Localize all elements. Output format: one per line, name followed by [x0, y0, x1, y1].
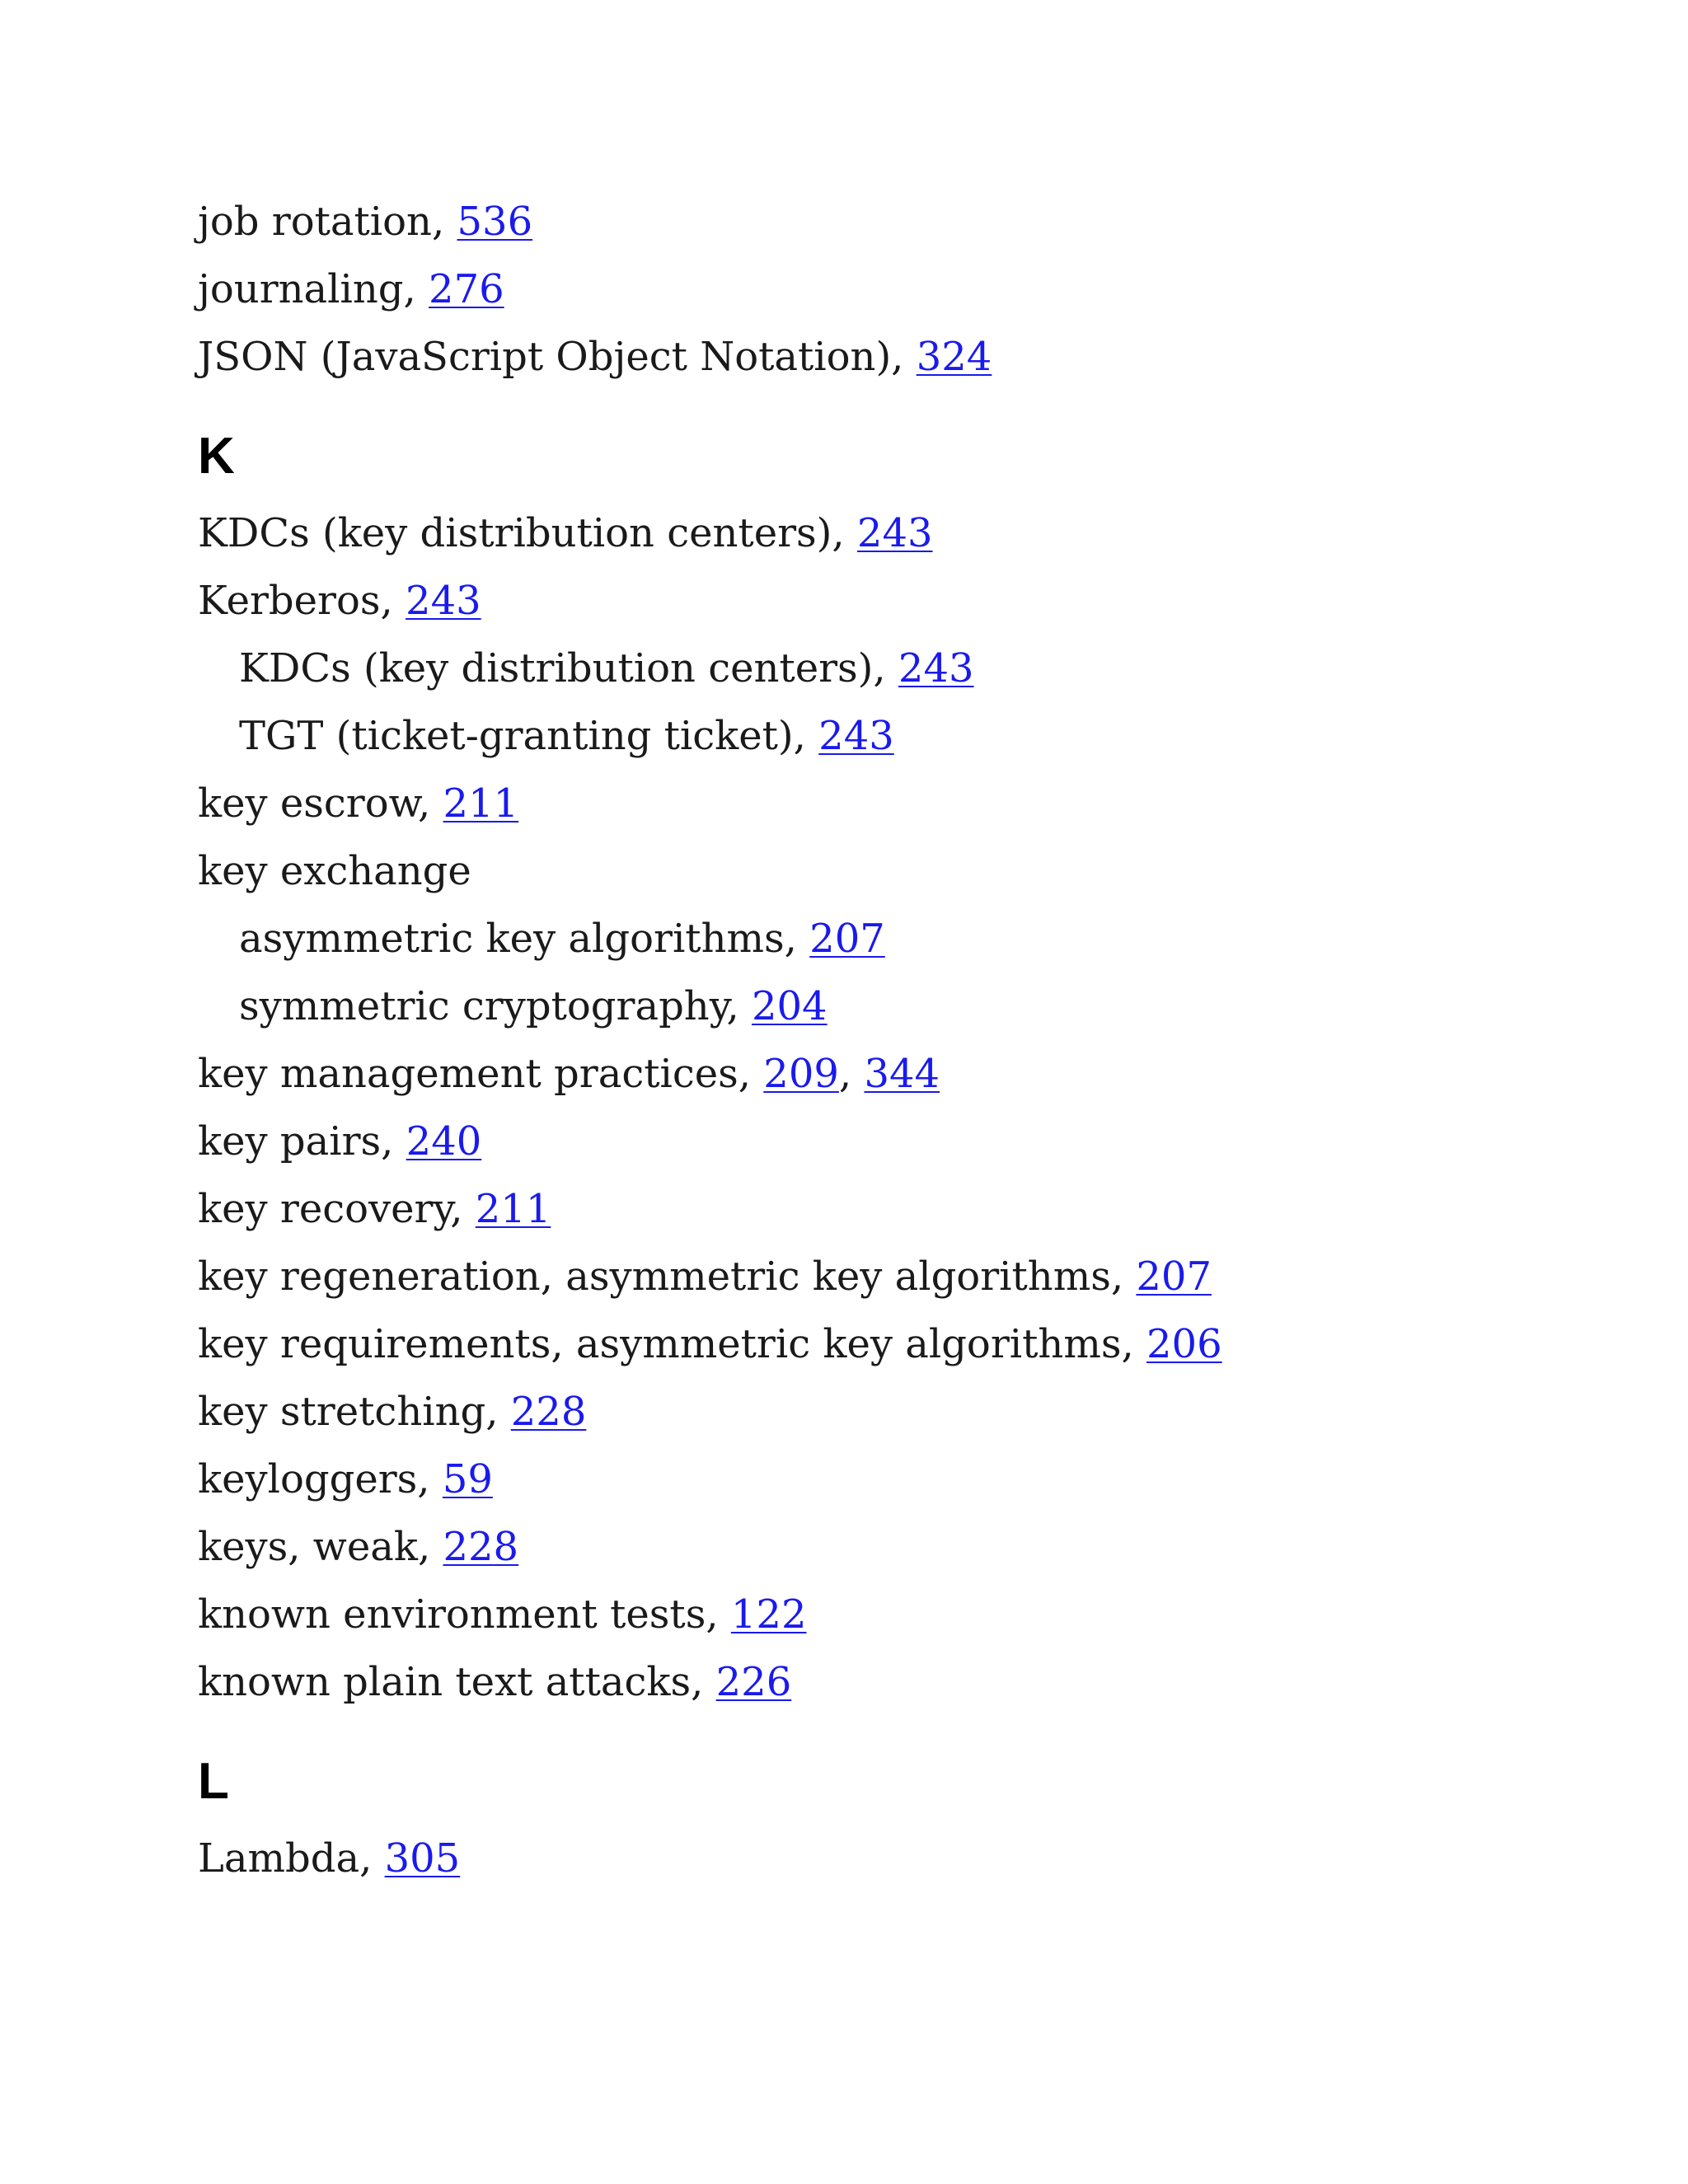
separator: ,: [485, 1389, 511, 1435]
index-entry: [198, 1175, 1599, 1243]
index-term: JSON (JavaScript Object Notation): [198, 334, 892, 380]
index-subentry: [198, 972, 1599, 1040]
index-term: key escrow: [198, 780, 419, 827]
page-link[interactable]: 211: [475, 1186, 551, 1232]
page-link[interactable]: 207: [1136, 1254, 1212, 1300]
page-link[interactable]: 207: [809, 916, 885, 962]
separator: ,: [359, 1835, 385, 1882]
index-entry: [198, 1825, 1599, 1892]
index-entry: [198, 770, 1599, 837]
page-link[interactable]: 228: [510, 1389, 587, 1435]
page-link[interactable]: 209: [763, 1051, 839, 1097]
page-link[interactable]: 240: [406, 1118, 482, 1165]
separator: ,: [418, 780, 443, 827]
index-term: key exchange: [198, 848, 471, 894]
page-link[interactable]: 324: [916, 334, 992, 380]
separator: ,: [417, 1456, 443, 1502]
index-entry: [198, 567, 1599, 635]
page-link[interactable]: 122: [730, 1591, 807, 1638]
index-entry: [198, 1513, 1599, 1581]
separator: ,: [726, 983, 752, 1029]
separator: ,: [784, 916, 810, 962]
index-term: known environment tests: [198, 1591, 706, 1638]
page-link[interactable]: 228: [443, 1524, 519, 1570]
index-term: KDCs (key distribution centers): [239, 645, 874, 691]
page-link[interactable]: 305: [384, 1835, 461, 1882]
index-entry: [198, 1648, 1599, 1716]
separator: ,: [691, 1659, 716, 1705]
index-term: Lambda: [198, 1835, 360, 1882]
separator: ,: [738, 1051, 764, 1097]
page-link[interactable]: 211: [443, 780, 519, 827]
separator: ,: [380, 578, 406, 624]
index-entry: [198, 1446, 1599, 1513]
page-link[interactable]: 536: [457, 199, 533, 245]
index-entry: [198, 255, 1599, 323]
index-subentry: [198, 635, 1599, 702]
letter-heading-k: K: [198, 428, 235, 485]
separator: ,: [381, 1118, 406, 1165]
index-term: key stretching: [198, 1389, 486, 1435]
separator: ,: [793, 713, 819, 759]
separator: ,: [838, 1051, 865, 1097]
index-term: key pairs: [198, 1118, 382, 1165]
page-link[interactable]: 344: [864, 1051, 940, 1097]
index-term: asymmetric key algorithms: [239, 916, 785, 962]
separator: ,: [706, 1591, 731, 1638]
page-link[interactable]: 226: [715, 1659, 792, 1705]
index-page: [198, 188, 1599, 1892]
index-term: key requirements, asymmetric key algorithms: [198, 1321, 1122, 1367]
page-link[interactable]: 59: [442, 1456, 493, 1502]
separator: ,: [891, 334, 917, 380]
index-entry: [198, 837, 1599, 905]
index-term: keys, weak: [198, 1524, 418, 1570]
separator: ,: [431, 199, 457, 245]
separator: ,: [417, 1524, 443, 1570]
page-link[interactable]: 276: [429, 266, 504, 312]
index-entry: [198, 1108, 1599, 1175]
index-entry: [198, 1040, 1599, 1108]
index-term: TGT (ticket-granting ticket): [239, 713, 794, 759]
index-entry: [198, 1378, 1599, 1446]
page-link[interactable]: 243: [856, 510, 933, 556]
index-term: keyloggers: [198, 1456, 418, 1502]
index-term: known plain text attacks: [198, 1659, 692, 1705]
index-term: symmetric cryptography: [239, 983, 727, 1029]
index-entry: [198, 323, 1599, 391]
separator: ,: [832, 510, 857, 556]
index-term: key regeneration, asymmetric key algorithms: [198, 1254, 1111, 1300]
index-entry: [198, 188, 1599, 255]
index-entry: [198, 1310, 1599, 1378]
index-entry: [198, 1243, 1599, 1310]
page-link[interactable]: 243: [406, 578, 481, 624]
index-term: key recovery: [198, 1186, 451, 1232]
index-term: job rotation: [198, 199, 432, 245]
index-term: Kerberos: [198, 578, 381, 624]
page-link[interactable]: 243: [818, 713, 894, 759]
index-term: key management practices: [198, 1051, 738, 1097]
separator: ,: [450, 1186, 476, 1232]
index-entry: [198, 499, 1599, 567]
separator: ,: [873, 645, 898, 691]
letter-heading-l: L: [198, 1753, 229, 1810]
separator: ,: [1110, 1254, 1137, 1300]
index-entry: [198, 1581, 1599, 1648]
index-term: KDCs (key distribution centers): [198, 510, 832, 556]
separator: ,: [403, 266, 429, 312]
separator: ,: [1121, 1321, 1146, 1367]
page-link[interactable]: 204: [751, 983, 828, 1029]
page-link[interactable]: 206: [1146, 1321, 1222, 1367]
index-term: journaling: [198, 266, 404, 312]
index-subentry: [198, 905, 1599, 972]
index-subentry: [198, 702, 1599, 770]
page-link[interactable]: 243: [898, 645, 974, 691]
